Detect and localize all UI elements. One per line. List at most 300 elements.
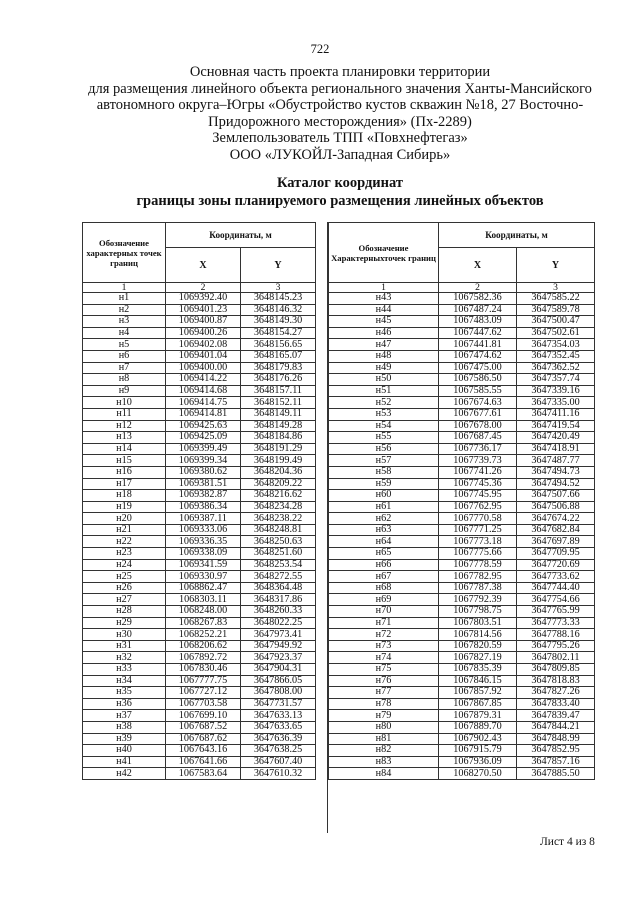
x-coordinate-cell: 1068270.50: [439, 768, 517, 780]
y-coordinate-cell: 3647720.69: [517, 559, 595, 571]
table-row: [329, 443, 595, 455]
table-row: [329, 675, 595, 687]
y-coordinate-cell: 3648022.25: [241, 617, 316, 629]
point-name-cell: н63: [329, 524, 439, 536]
table-row: [83, 432, 316, 444]
x-coordinate-cell: 1067687.62: [166, 733, 241, 745]
point-name-cell: н46: [329, 327, 439, 339]
point-name-cell: н26: [83, 582, 166, 594]
table-row: [329, 478, 595, 490]
point-name-cell: н65: [329, 548, 439, 560]
point-name-cell: н68: [329, 582, 439, 594]
point-name-cell: н78: [329, 698, 439, 710]
y-coordinate-cell: 3647502.61: [517, 327, 595, 339]
point-name-cell: н37: [83, 710, 166, 722]
table-row: [329, 721, 595, 733]
point-name-cell: н47: [329, 339, 439, 351]
x-coordinate-cell: 1067879.31: [439, 710, 517, 722]
table-row: [329, 606, 595, 618]
table-row: [83, 362, 316, 374]
table-row: [83, 698, 316, 710]
column-header-x: X: [439, 248, 517, 283]
x-coordinate-cell: 1069401.23: [166, 304, 241, 316]
table-row: [83, 733, 316, 745]
y-coordinate-cell: 3647357.74: [517, 374, 595, 386]
y-coordinate-cell: 3647633.65: [241, 721, 316, 733]
table-row: [329, 617, 595, 629]
point-name-cell: н19: [83, 501, 166, 513]
x-coordinate-cell: 1067762.95: [439, 501, 517, 513]
table-row: [329, 733, 595, 745]
point-name-cell: н18: [83, 490, 166, 502]
x-coordinate-cell: 1069381.51: [166, 478, 241, 490]
x-coordinate-cell: 1067846.15: [439, 675, 517, 687]
y-coordinate-cell: 3648216.62: [241, 490, 316, 502]
point-name-cell: н75: [329, 664, 439, 676]
point-name-cell: н11: [83, 408, 166, 420]
column-header-point: Обозначение Характерныхточек границ: [329, 223, 439, 283]
x-coordinate-cell: 1068206.62: [166, 640, 241, 652]
point-name-cell: н34: [83, 675, 166, 687]
table-row: [329, 756, 595, 768]
y-coordinate-cell: 3647773.33: [517, 617, 595, 629]
y-coordinate-cell: 3648317.86: [241, 594, 316, 606]
coordinates-table-right: [328, 222, 595, 780]
x-coordinate-cell: 1067678.00: [439, 420, 517, 432]
table-row: [83, 536, 316, 548]
table-row: [329, 350, 595, 362]
point-name-cell: н71: [329, 617, 439, 629]
x-coordinate-cell: 1067727.12: [166, 687, 241, 699]
x-coordinate-cell: 1067798.75: [439, 606, 517, 618]
table-row: [329, 501, 595, 513]
column-header-coordinates: Координаты, м: [166, 223, 316, 248]
y-coordinate-cell: 3647589.78: [517, 304, 595, 316]
header-line: для размещения линейного объекта регионального значения Ханты-Мансийского: [88, 80, 592, 97]
point-name-cell: н67: [329, 571, 439, 583]
point-name-cell: н21: [83, 524, 166, 536]
y-coordinate-cell: 3647809.85: [517, 664, 595, 676]
x-coordinate-cell: 1067803.51: [439, 617, 517, 629]
x-coordinate-cell: 1068252.21: [166, 629, 241, 641]
y-coordinate-cell: 3647419.54: [517, 420, 595, 432]
point-name-cell: н28: [83, 606, 166, 618]
point-name-cell: н8: [83, 374, 166, 386]
point-name-cell: н77: [329, 687, 439, 699]
x-coordinate-cell: 1067703.58: [166, 698, 241, 710]
point-name-cell: н5: [83, 339, 166, 351]
y-coordinate-cell: 3647420.49: [517, 432, 595, 444]
y-coordinate-cell: 3647339.16: [517, 385, 595, 397]
table-row: [83, 571, 316, 583]
point-name-cell: н23: [83, 548, 166, 560]
table-row: [83, 629, 316, 641]
table-row: [83, 327, 316, 339]
point-name-cell: н13: [83, 432, 166, 444]
table-row: [83, 594, 316, 606]
table-row: [83, 501, 316, 513]
header-line: Придорожного месторождения» (Пх-2289): [208, 113, 472, 130]
header-line: Основная часть проекта планировки территории: [189, 64, 491, 80]
x-coordinate-cell: 1069336.35: [166, 536, 241, 548]
table-row: [329, 664, 595, 676]
column-number: 3: [241, 283, 316, 293]
x-coordinate-cell: 1067687.45: [439, 432, 517, 444]
header-line: автономного округа–Югры «Обустройство кустов скважин №18, 27 Восточно-: [96, 97, 584, 114]
point-name-cell: н35: [83, 687, 166, 699]
table-row: [329, 629, 595, 641]
x-coordinate-cell: 1069382.87: [166, 490, 241, 502]
x-coordinate-cell: 1067582.36: [439, 293, 517, 305]
x-coordinate-cell: 1067778.59: [439, 559, 517, 571]
x-coordinate-cell: 1069333.06: [166, 524, 241, 536]
y-coordinate-cell: 3647923.37: [241, 652, 316, 664]
point-name-cell: н42: [83, 768, 166, 780]
y-coordinate-cell: 3647765.99: [517, 606, 595, 618]
point-name-cell: н29: [83, 617, 166, 629]
y-coordinate-cell: 3648146.32: [241, 304, 316, 316]
table-row: [329, 768, 595, 780]
y-coordinate-cell: 3647335.00: [517, 397, 595, 409]
x-coordinate-cell: 1069380.62: [166, 466, 241, 478]
table-row: [83, 478, 316, 490]
point-name-cell: н84: [329, 768, 439, 780]
x-coordinate-cell: 1067474.62: [439, 350, 517, 362]
y-coordinate-cell: 3647500.47: [517, 316, 595, 328]
y-coordinate-cell: 3648154.27: [241, 327, 316, 339]
y-coordinate-cell: 3647352.45: [517, 350, 595, 362]
x-coordinate-cell: 1069414.22: [166, 374, 241, 386]
table-row: [83, 316, 316, 328]
x-coordinate-cell: 1069414.75: [166, 397, 241, 409]
point-name-cell: н54: [329, 420, 439, 432]
x-coordinate-cell: 1069425.09: [166, 432, 241, 444]
x-coordinate-cell: 1067892.72: [166, 652, 241, 664]
page-number: 722: [310, 42, 330, 56]
y-coordinate-cell: 3648253.54: [241, 559, 316, 571]
table-row: [83, 455, 316, 467]
y-coordinate-cell: 3647839.47: [517, 710, 595, 722]
y-coordinate-cell: 3648250.63: [241, 536, 316, 548]
x-coordinate-cell: 1069414.68: [166, 385, 241, 397]
catalog-title: [70, 174, 610, 210]
table-row: [329, 490, 595, 502]
table-row: [329, 548, 595, 560]
x-coordinate-cell: 1067687.52: [166, 721, 241, 733]
point-name-cell: н2: [83, 304, 166, 316]
y-coordinate-cell: 3647697.89: [517, 536, 595, 548]
y-coordinate-cell: 3648152.11: [241, 397, 316, 409]
x-coordinate-cell: 1067741.26: [439, 466, 517, 478]
table-row: [83, 664, 316, 676]
x-coordinate-cell: 1067736.17: [439, 443, 517, 455]
table-row: [329, 687, 595, 699]
table-row: [329, 571, 595, 583]
point-name-cell: н4: [83, 327, 166, 339]
table-row: [83, 745, 316, 757]
x-coordinate-cell: 1069399.49: [166, 443, 241, 455]
x-coordinate-cell: 1067585.55: [439, 385, 517, 397]
point-name-cell: н16: [83, 466, 166, 478]
y-coordinate-cell: 3648204.36: [241, 466, 316, 478]
column-header-y: Y: [241, 248, 316, 283]
table-row: [83, 420, 316, 432]
x-coordinate-cell: 1067835.39: [439, 664, 517, 676]
y-coordinate-cell: 3647808.00: [241, 687, 316, 699]
x-coordinate-cell: 1069399.34: [166, 455, 241, 467]
point-name-cell: н40: [83, 745, 166, 757]
column-number: 1: [329, 283, 439, 293]
y-coordinate-cell: 3647795.26: [517, 640, 595, 652]
y-coordinate-cell: 3647788.16: [517, 629, 595, 641]
point-name-cell: н20: [83, 513, 166, 525]
table-row: [83, 408, 316, 420]
table-row: [83, 606, 316, 618]
x-coordinate-cell: 1067915.79: [439, 745, 517, 757]
point-name-cell: н14: [83, 443, 166, 455]
y-coordinate-cell: 3647362.52: [517, 362, 595, 374]
x-coordinate-cell: 1069400.87: [166, 316, 241, 328]
x-coordinate-cell: 1069401.04: [166, 350, 241, 362]
x-coordinate-cell: 1067827.19: [439, 652, 517, 664]
table-row: [329, 327, 595, 339]
x-coordinate-cell: 1069387.11: [166, 513, 241, 525]
point-name-cell: н24: [83, 559, 166, 571]
y-coordinate-cell: 3647904.31: [241, 664, 316, 676]
point-name-cell: н38: [83, 721, 166, 733]
catalog-title-line-1: Каталог координат: [276, 175, 404, 191]
document-header: [70, 64, 610, 164]
point-name-cell: н50: [329, 374, 439, 386]
x-coordinate-cell: 1067770.58: [439, 513, 517, 525]
y-coordinate-cell: 3647949.92: [241, 640, 316, 652]
table-row: [83, 617, 316, 629]
point-name-cell: н64: [329, 536, 439, 548]
x-coordinate-cell: 1067441.81: [439, 339, 517, 351]
x-coordinate-cell: 1069330.97: [166, 571, 241, 583]
table-row: [329, 293, 595, 305]
x-coordinate-cell: 1067775.66: [439, 548, 517, 560]
column-number: 1: [83, 283, 166, 293]
y-coordinate-cell: 3647857.16: [517, 756, 595, 768]
y-coordinate-cell: 3647744.40: [517, 582, 595, 594]
x-coordinate-cell: 1067902.43: [439, 733, 517, 745]
table-row: [83, 721, 316, 733]
column-header-y: Y: [517, 248, 595, 283]
y-coordinate-cell: 3647506.88: [517, 501, 595, 513]
point-name-cell: н53: [329, 408, 439, 420]
x-coordinate-cell: 1069414.81: [166, 408, 241, 420]
x-coordinate-cell: 1067674.63: [439, 397, 517, 409]
point-name-cell: н70: [329, 606, 439, 618]
column-header-point: Обозначение характерных точек границ: [83, 223, 166, 283]
x-coordinate-cell: 1067830.46: [166, 664, 241, 676]
point-name-cell: н56: [329, 443, 439, 455]
point-name-cell: н62: [329, 513, 439, 525]
point-name-cell: н83: [329, 756, 439, 768]
point-name-cell: н22: [83, 536, 166, 548]
point-name-cell: н39: [83, 733, 166, 745]
y-coordinate-cell: 3647674.22: [517, 513, 595, 525]
y-coordinate-cell: 3647731.57: [241, 698, 316, 710]
y-coordinate-cell: 3647802.11: [517, 652, 595, 664]
y-coordinate-cell: 3647848.99: [517, 733, 595, 745]
point-name-cell: н51: [329, 385, 439, 397]
table-row: [83, 548, 316, 560]
table-row: [329, 710, 595, 722]
point-name-cell: н12: [83, 420, 166, 432]
x-coordinate-cell: 1069400.26: [166, 327, 241, 339]
y-coordinate-cell: 3647633.13: [241, 710, 316, 722]
y-coordinate-cell: 3647833.40: [517, 698, 595, 710]
table-row: [329, 339, 595, 351]
point-name-cell: н66: [329, 559, 439, 571]
point-name-cell: н76: [329, 675, 439, 687]
table-row: [329, 582, 595, 594]
y-coordinate-cell: 3647818.83: [517, 675, 595, 687]
table-body-right: [329, 293, 595, 780]
y-coordinate-cell: 3647507.66: [517, 490, 595, 502]
x-coordinate-cell: 1067487.24: [439, 304, 517, 316]
x-coordinate-cell: 1067820.59: [439, 640, 517, 652]
y-coordinate-cell: 3648145.23: [241, 293, 316, 305]
point-name-cell: н48: [329, 350, 439, 362]
x-coordinate-cell: 1069386.34: [166, 501, 241, 513]
y-coordinate-cell: 3648209.22: [241, 478, 316, 490]
y-coordinate-cell: 3648364.48: [241, 582, 316, 594]
y-coordinate-cell: 3647844.21: [517, 721, 595, 733]
table-row: [329, 559, 595, 571]
point-name-cell: н49: [329, 362, 439, 374]
table-row: [329, 420, 595, 432]
table-row: [329, 374, 595, 386]
point-name-cell: н10: [83, 397, 166, 409]
y-coordinate-cell: 3648156.65: [241, 339, 316, 351]
point-name-cell: н3: [83, 316, 166, 328]
table-row: [329, 536, 595, 548]
point-name-cell: н79: [329, 710, 439, 722]
point-name-cell: н36: [83, 698, 166, 710]
table-row: [329, 513, 595, 525]
table-row: [83, 687, 316, 699]
table-row: [329, 432, 595, 444]
table-row: [83, 513, 316, 525]
table-row: [83, 582, 316, 594]
x-coordinate-cell: 1067777.75: [166, 675, 241, 687]
table-row: [83, 466, 316, 478]
point-name-cell: н9: [83, 385, 166, 397]
y-coordinate-cell: 3648191.29: [241, 443, 316, 455]
y-coordinate-cell: 3648251.60: [241, 548, 316, 560]
x-coordinate-cell: 1067586.50: [439, 374, 517, 386]
table-row: [83, 675, 316, 687]
point-name-cell: н44: [329, 304, 439, 316]
x-coordinate-cell: 1067782.95: [439, 571, 517, 583]
x-coordinate-cell: 1069341.59: [166, 559, 241, 571]
coordinates-table-left: [82, 222, 316, 780]
x-coordinate-cell: 1067787.38: [439, 582, 517, 594]
point-name-cell: н69: [329, 594, 439, 606]
y-coordinate-cell: 3647636.39: [241, 733, 316, 745]
y-coordinate-cell: 3648184.86: [241, 432, 316, 444]
table-row: [83, 304, 316, 316]
y-coordinate-cell: 3648149.28: [241, 420, 316, 432]
column-header-x: X: [166, 248, 241, 283]
y-coordinate-cell: 3647494.52: [517, 478, 595, 490]
x-coordinate-cell: 1067483.09: [439, 316, 517, 328]
y-coordinate-cell: 3647418.91: [517, 443, 595, 455]
x-coordinate-cell: 1067745.95: [439, 490, 517, 502]
x-coordinate-cell: 1068862.47: [166, 582, 241, 594]
x-coordinate-cell: 1069402.08: [166, 339, 241, 351]
table-row: [83, 559, 316, 571]
y-coordinate-cell: 3648248.81: [241, 524, 316, 536]
y-coordinate-cell: 3648234.28: [241, 501, 316, 513]
table-row: [83, 524, 316, 536]
y-coordinate-cell: 3647487.77: [517, 455, 595, 467]
table-row: [329, 524, 595, 536]
table-row: [83, 710, 316, 722]
x-coordinate-cell: 1069392.40: [166, 293, 241, 305]
point-name-cell: н74: [329, 652, 439, 664]
point-name-cell: н60: [329, 490, 439, 502]
table-row: [83, 350, 316, 362]
table-row: [329, 640, 595, 652]
point-name-cell: н45: [329, 316, 439, 328]
point-name-cell: н25: [83, 571, 166, 583]
table-body-left: [83, 293, 316, 780]
x-coordinate-cell: 1069338.09: [166, 548, 241, 560]
x-coordinate-cell: 1067814.56: [439, 629, 517, 641]
point-name-cell: н17: [83, 478, 166, 490]
table-row: [329, 408, 595, 420]
y-coordinate-cell: 3647852.95: [517, 745, 595, 757]
table-row: [329, 594, 595, 606]
table-row: [329, 698, 595, 710]
x-coordinate-cell: 1067699.10: [166, 710, 241, 722]
x-coordinate-cell: 1067745.36: [439, 478, 517, 490]
x-coordinate-cell: 1069425.63: [166, 420, 241, 432]
point-name-cell: н55: [329, 432, 439, 444]
y-coordinate-cell: 3647682.84: [517, 524, 595, 536]
y-coordinate-cell: 3647827.26: [517, 687, 595, 699]
x-coordinate-cell: 1069400.00: [166, 362, 241, 374]
x-coordinate-cell: 1067857.92: [439, 687, 517, 699]
point-name-cell: н61: [329, 501, 439, 513]
point-name-cell: н7: [83, 362, 166, 374]
table-row: [83, 339, 316, 351]
y-coordinate-cell: 3648149.11: [241, 408, 316, 420]
point-name-cell: н52: [329, 397, 439, 409]
table-row: [83, 293, 316, 305]
x-coordinate-cell: 1067867.85: [439, 698, 517, 710]
point-name-cell: н72: [329, 629, 439, 641]
y-coordinate-cell: 3647973.41: [241, 629, 316, 641]
point-name-cell: н80: [329, 721, 439, 733]
y-coordinate-cell: 3648179.83: [241, 362, 316, 374]
table-row: [329, 455, 595, 467]
table-row: [83, 756, 316, 768]
y-coordinate-cell: 3647733.62: [517, 571, 595, 583]
y-coordinate-cell: 3647607.40: [241, 756, 316, 768]
point-name-cell: н73: [329, 640, 439, 652]
table-row: [329, 362, 595, 374]
y-coordinate-cell: 3648149.30: [241, 316, 316, 328]
point-name-cell: н58: [329, 466, 439, 478]
point-name-cell: н41: [83, 756, 166, 768]
point-name-cell: н82: [329, 745, 439, 757]
x-coordinate-cell: 1067447.62: [439, 327, 517, 339]
